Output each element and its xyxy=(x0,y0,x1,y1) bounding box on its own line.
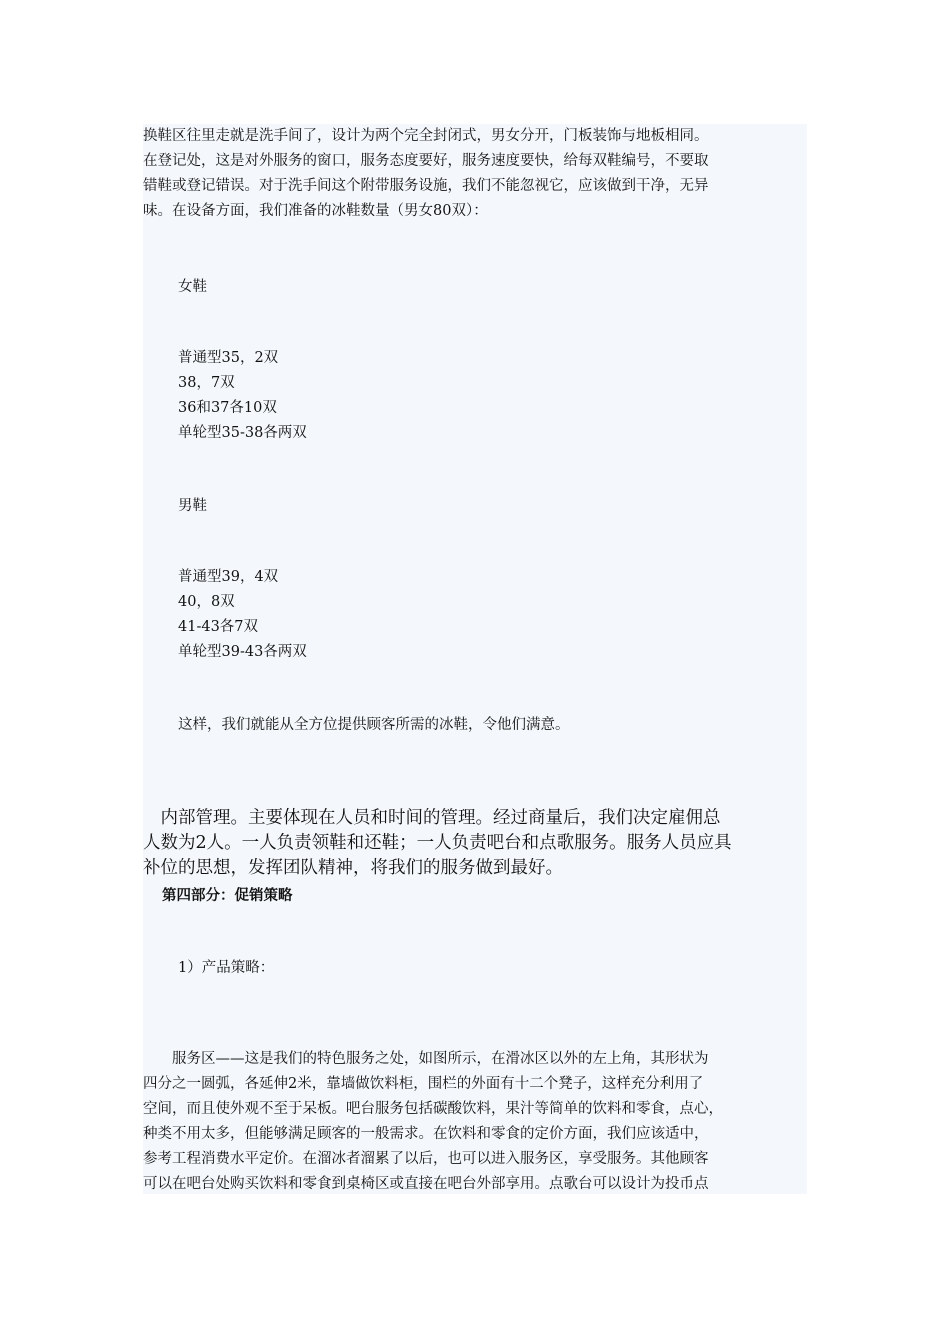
list-item: 普通型35，2双 xyxy=(178,350,279,366)
text-line: 服务区——这是我们的特色服务之处，如图所示，在滑冰区以外的左上角，其形状为 xyxy=(143,1051,709,1067)
closing-sentence: 这样，我们就能从全方位提供顾客所需的冰鞋，令他们满意。 xyxy=(178,717,570,733)
text-line: 在登记处，这是对外服务的窗口，服务态度要好，服务速度要快，给每双鞋编号，不要取 xyxy=(143,153,709,169)
list-item: 36和37各10双 xyxy=(178,400,277,416)
text-line: 补位的思想，发挥团队精神，将我们的服务做到最好。 xyxy=(143,858,563,878)
text-line: 人数为2人。一人负责领鞋和还鞋；一人负责吧台和点歌服务。服务人员应具 xyxy=(143,833,732,853)
list-item: 普通型39，4双 xyxy=(178,569,279,585)
men-shoes-list xyxy=(178,565,307,665)
product-strategy-heading: 1）产品策略： xyxy=(178,960,275,976)
text-line: 参考工程消费水平定价。在溜冰者溜累了以后，也可以进入服务区，享受服务。其他顾客 xyxy=(143,1151,709,1167)
text-line: 换鞋区往里走就是洗手间了，设计为两个完全封闭式，男女分开，门板装饰与地板相同。 xyxy=(143,128,709,144)
text-line: 内部管理。主要体现在人员和时间的管理。经过商量后，我们决定雇佣总 xyxy=(143,808,721,828)
list-item: 单轮型35-38各两双 xyxy=(178,425,307,441)
text-line: 种类不用太多，但能够满足顾客的一般需求。在饮料和零食的定价方面，我们应该适中， xyxy=(143,1126,709,1142)
text-line: 四分之一圆弧，各延伸2米，靠墙做饮料柜，围栏的外面有十二个凳子，这样充分利用了 xyxy=(143,1076,704,1092)
paragraph-restroom-registration xyxy=(143,124,807,224)
text-line: 空间，而且使外观不至于呆板。吧台服务包括碳酸饮料，果汁等简单的饮料和零食，点心， xyxy=(143,1101,723,1117)
list-item: 38，7双 xyxy=(178,375,235,391)
list-item: 41-43各7双 xyxy=(178,619,259,635)
text-line: 味。在设备方面，我们准备的冰鞋数量（男女80双）： xyxy=(143,203,488,219)
list-item: 40，8双 xyxy=(178,594,235,610)
text-line: 错鞋或登记错误。对于洗手间这个附带服务设施，我们不能忽视它，应该做到干净，无异 xyxy=(143,178,709,194)
paragraph-internal-management xyxy=(143,806,732,881)
women-shoes-list xyxy=(178,346,307,446)
text-line: 可以在吧台处购买饮料和零食到桌椅区或直接在吧台外部享用。点歌台可以设计为投币点 xyxy=(143,1176,709,1192)
section-heading: 第四部分：促销策略 xyxy=(162,887,293,904)
list-item: 单轮型39-43各两双 xyxy=(178,644,307,660)
men-shoes-heading: 男鞋 xyxy=(178,498,207,514)
women-shoes-heading: 女鞋 xyxy=(178,279,207,295)
paragraph-service-area xyxy=(143,1047,807,1197)
